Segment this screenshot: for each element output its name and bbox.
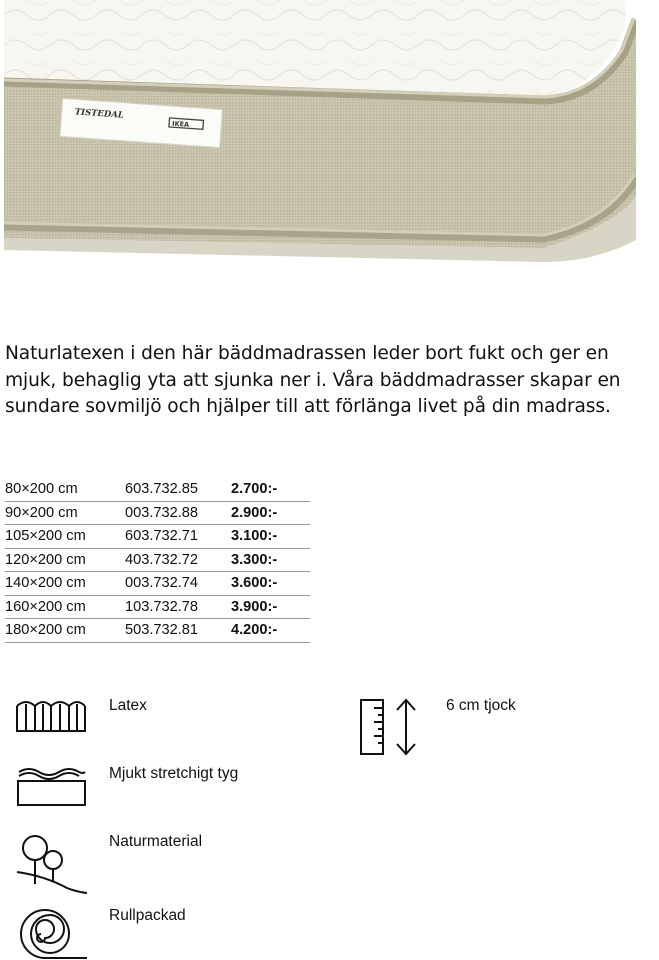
roll-packed-icon bbox=[15, 904, 89, 960]
feature-label: Latex bbox=[109, 697, 147, 714]
price-cell: 2.900:- bbox=[231, 501, 310, 525]
article-number-cell: 003.732.88 bbox=[125, 501, 231, 525]
table-row bbox=[5, 501, 310, 525]
size-price-table bbox=[5, 478, 310, 643]
table-row bbox=[5, 595, 310, 619]
size-cell: 120×200 cm bbox=[5, 548, 125, 572]
size-cell: 90×200 cm bbox=[5, 501, 125, 525]
latex-icon bbox=[15, 696, 87, 734]
article-number-cell: 003.732.74 bbox=[125, 572, 231, 596]
thickness-icon bbox=[358, 696, 422, 758]
article-number-cell: 503.732.81 bbox=[125, 619, 231, 643]
table-row bbox=[5, 548, 310, 572]
price-cell: 3.900:- bbox=[231, 595, 310, 619]
price-cell: 3.600:- bbox=[231, 572, 310, 596]
natural-material-icon bbox=[15, 832, 89, 896]
size-cell: 80×200 cm bbox=[5, 478, 125, 501]
size-cell: 105×200 cm bbox=[5, 525, 125, 549]
table-row bbox=[5, 525, 310, 549]
size-cell: 160×200 cm bbox=[5, 595, 125, 619]
table-row bbox=[5, 619, 310, 643]
feature-label: Naturmaterial bbox=[109, 833, 203, 850]
price-cell: 3.100:- bbox=[231, 525, 310, 549]
feature-label: Rullpackad bbox=[109, 907, 186, 924]
article-number-cell: 603.732.85 bbox=[125, 478, 231, 501]
stretch-fabric-icon bbox=[15, 764, 87, 808]
price-cell: 2.700:- bbox=[231, 478, 310, 501]
label-name: TISTEDAL bbox=[74, 107, 125, 121]
feature-label: Mjukt stretchigt tyg bbox=[109, 765, 239, 782]
size-cell: 140×200 cm bbox=[5, 572, 125, 596]
article-number-cell: 103.732.78 bbox=[125, 595, 231, 619]
price-cell: 3.300:- bbox=[231, 548, 310, 572]
size-cell: 180×200 cm bbox=[5, 619, 125, 643]
table-row bbox=[5, 572, 310, 596]
article-number-cell: 403.732.72 bbox=[125, 548, 231, 572]
thickness-label: 6 cm tjock bbox=[446, 697, 516, 714]
article-number-cell: 603.732.71 bbox=[125, 525, 231, 549]
product-description: Naturlatexen i den här bäddmadrassen leder bort fukt och ger en mjuk, behaglig yta att sjunka ner i. Våra bäddmadrasser skapar en sundare sovmiljö och hjälper till att förlänga livet på din madrass. bbox=[5, 343, 621, 417]
product-photo bbox=[4, 0, 636, 314]
table-row bbox=[5, 478, 310, 501]
label-brand: IKEA bbox=[171, 119, 190, 129]
price-cell: 4.200:- bbox=[231, 619, 310, 643]
